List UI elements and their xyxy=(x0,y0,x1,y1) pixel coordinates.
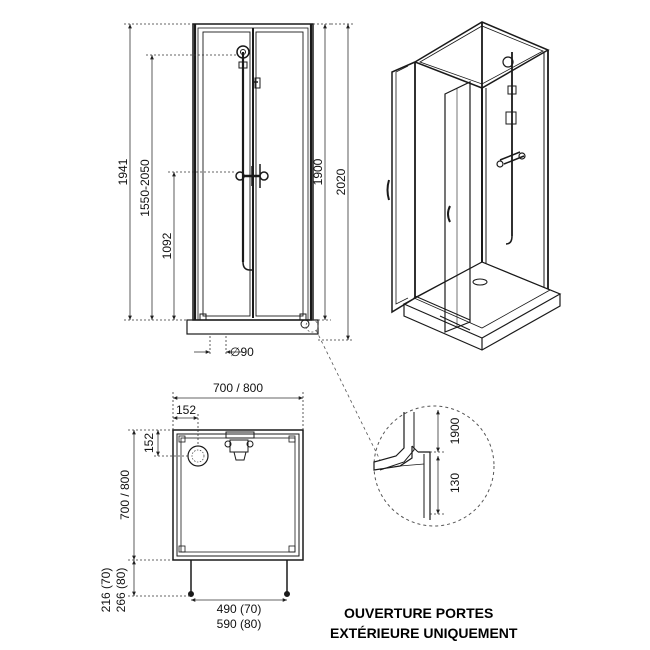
detail-dimension-lines xyxy=(430,410,446,514)
plan-dim-door-width-small: 490 (70) xyxy=(216,602,262,616)
plan-tray-outline xyxy=(173,430,303,560)
detail-dim-height: 1900 xyxy=(448,417,462,445)
plan-dimension-lines xyxy=(128,392,303,600)
dim-drain-diameter: ∅90 xyxy=(230,345,254,359)
plan-dim-door-width-large: 590 (80) xyxy=(216,617,262,631)
plan-dim-drain-offset-y: 152 xyxy=(142,432,156,454)
dim-mixer-height: 1092 xyxy=(160,232,174,260)
plan-view xyxy=(173,430,303,597)
plan-dim-door-depth-small: 216 (70) xyxy=(99,567,113,613)
plan-dim-depth: 700 / 800 xyxy=(118,469,132,521)
plan-drain-icon xyxy=(188,446,208,466)
plan-mixer-icon xyxy=(225,432,254,460)
plan-dim-width: 700 / 800 xyxy=(212,381,264,395)
mixer-tap-icon xyxy=(236,164,268,188)
detail-callout xyxy=(306,320,494,526)
shower-tray xyxy=(187,320,318,334)
front-elevation-view xyxy=(187,24,318,334)
isometric-view xyxy=(388,22,561,350)
detail-dim-tray-height: 130 xyxy=(448,472,462,494)
dim-door-height: 1900 xyxy=(311,158,325,186)
plan-dim-door-depth-large: 266 (80) xyxy=(114,567,128,613)
caption xyxy=(330,605,518,641)
caption-line-2: EXTÉRIEURE UNIQUEMENT xyxy=(330,625,518,641)
front-dimension-lines xyxy=(124,24,354,356)
open-door-left xyxy=(392,62,415,312)
door-panel-right xyxy=(256,32,303,316)
caption-line-1: OUVERTURE PORTES xyxy=(344,605,494,621)
dim-shower-bar-height: 1550-2050 xyxy=(138,159,152,217)
detail-dimension-labels xyxy=(448,417,462,493)
dim-cabin-height: 2020 xyxy=(334,168,348,196)
dim-height-total: 1941 xyxy=(116,158,130,186)
detail-section-view xyxy=(374,412,430,520)
plan-dim-drain-offset-x: 152 xyxy=(175,403,197,417)
